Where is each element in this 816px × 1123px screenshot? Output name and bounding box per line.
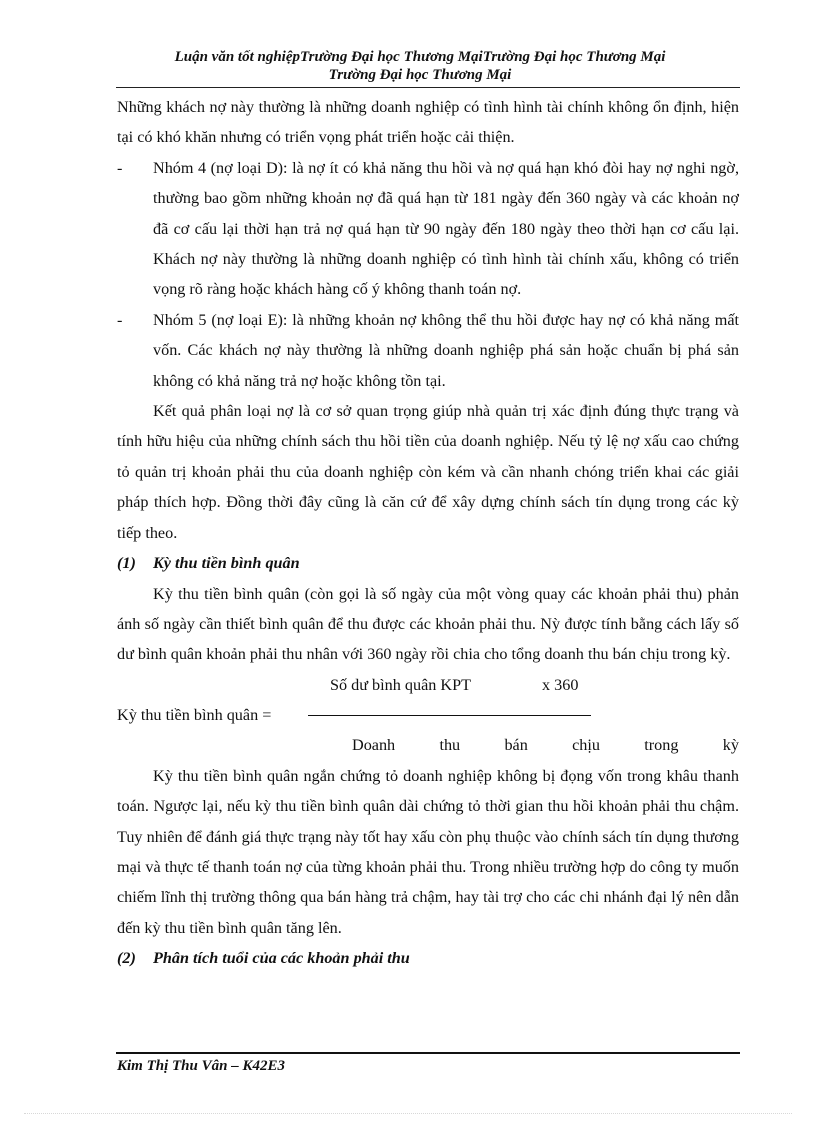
denominator-word: Doanh xyxy=(352,735,396,754)
paragraph-collection-period-definition: Kỳ thu tiền bình quân (còn gọi là số ngày của một vòng quay các khoản phải thu) phản ánh số ngày cần thiết bình quân để thu được các khoản phải thu. Nỳ được tính bằng cách lấy số dư bình quân khoản phải thu nhân với 360 ngày rồi chia cho tổng doanh thu bán chịu trong kỳ. xyxy=(117,584,739,664)
bullet-group5 xyxy=(117,305,739,396)
section-heading-1 xyxy=(117,548,739,578)
document-body xyxy=(117,92,739,974)
formula-multiplier: x 360 xyxy=(542,675,579,694)
section-heading-1-title: Kỳ thu tiền bình quân xyxy=(153,554,300,573)
page-header xyxy=(100,48,740,84)
denominator-word: kỳ xyxy=(722,735,739,754)
paragraph-classification-result: Kết quả phân loại nợ là cơ sở quan trọng giúp nhà quản trị xác định đúng thực trạng và tính hữu hiệu của những chính sách thu hồi tiền của doanh nghiệp. Nếu tỷ lệ nợ xấu cao chứng tỏ quản trị khoản phải thu của doanh nghiệp còn kém và cần nhanh chóng triển khai các giải pháp thích hợp. Đồng thời đây cũng là căn cứ để xây dựng chính sách tín dụng trong các kỳ tiếp theo. xyxy=(117,402,739,542)
formula-label: Kỳ thu tiền bình quân = xyxy=(117,705,272,724)
paragraph-collection-period-analysis: Kỳ thu tiền bình quân ngắn chứng tỏ doanh nghiệp không bị đọng vốn trong khâu thanh toán. Ngược lại, nếu kỳ thu tiền bình quân dài chứng tỏ thời gian thu hồi khoản phải thu chậm. Tuy nhiên để đánh giá thực trạng này tốt hay xấu còn phụ thuộc vào chính sách tín dụng thương mại và thực tế thanh toán nợ của từng khoản phải thu. Trong nhiều trường hợp do công ty muốn chiếm lĩnh thị trường thông qua bán hàng trả chậm, hay tài trợ cho các chi nhánh đại lý nên dẫn đến kỳ thu tiền bình quân tăng lên. xyxy=(117,766,739,937)
denominator-word: trong xyxy=(644,735,679,754)
fraction-bar xyxy=(308,715,591,716)
paragraph-debtors-group3: Những khách nợ này thường là những doanh nghiệp có tình hình tài chính không ổn định, hiện tại có khó khăn nhưng có triển vọng phát triển hoặc cải thiện. xyxy=(117,98,739,147)
footer-rule xyxy=(116,1052,740,1054)
page-bottom-dotted-line xyxy=(24,1113,792,1114)
header-line-2: Trường Đại học Thương Mại xyxy=(328,67,512,83)
formula-numerator: Số dư bình quân KPT xyxy=(330,675,471,694)
page-footer-author: Kim Thị Thu Vân – K42E3 xyxy=(117,1058,285,1074)
section-heading-2 xyxy=(117,943,739,973)
header-line-1: Luận văn tốt nghiệpTrường Đại học Thương MạiTrường Đại học Thương Mại xyxy=(174,49,666,65)
formula-average-collection-period xyxy=(117,670,739,761)
bullet-dash: - xyxy=(117,310,123,329)
section-heading-2-title: Phân tích tuổi của các khoản phải thu xyxy=(153,949,410,968)
bullet-dash: - xyxy=(117,158,123,177)
section-heading-2-number: (2) xyxy=(117,949,136,968)
denominator-word: chịu xyxy=(572,735,600,754)
bullet-group5-text: Nhóm 5 (nợ loại E): là những khoản nợ không thể thu hồi được hay nợ có khả năng mất vốn. Các khách nợ này thường là những doanh nghiệp phá sản hoặc chuẩn bị phá sản không có khả năng trả nợ hoặc không tồn tại. xyxy=(153,310,739,390)
denominator-word: thu xyxy=(439,735,461,754)
header-rule xyxy=(116,87,740,88)
bullet-group4 xyxy=(117,153,739,305)
bullet-group4-text: Nhóm 4 (nợ loại D): là nợ ít có khả năng thu hồi và nợ quá hạn khó đòi hay nợ nghi ngờ, thường bao gồm những khoản nợ đã quá hạn từ 181 ngày đến 360 ngày và các khoản nợ đã cơ cấu lại thời hạn trả nợ quá hạn từ 90 ngày đến 180 ngày theo thời hạn cơ cấu lại. Khách nợ này thường là những doanh nghiệp có tình hình tài chính xấu, không có triển vọng rõ ràng hoặc khách hàng cố ý không thanh toán nợ. xyxy=(153,158,739,299)
formula-denominator xyxy=(352,730,739,760)
denominator-word: bán xyxy=(504,735,528,754)
section-heading-1-number: (1) xyxy=(117,554,136,573)
